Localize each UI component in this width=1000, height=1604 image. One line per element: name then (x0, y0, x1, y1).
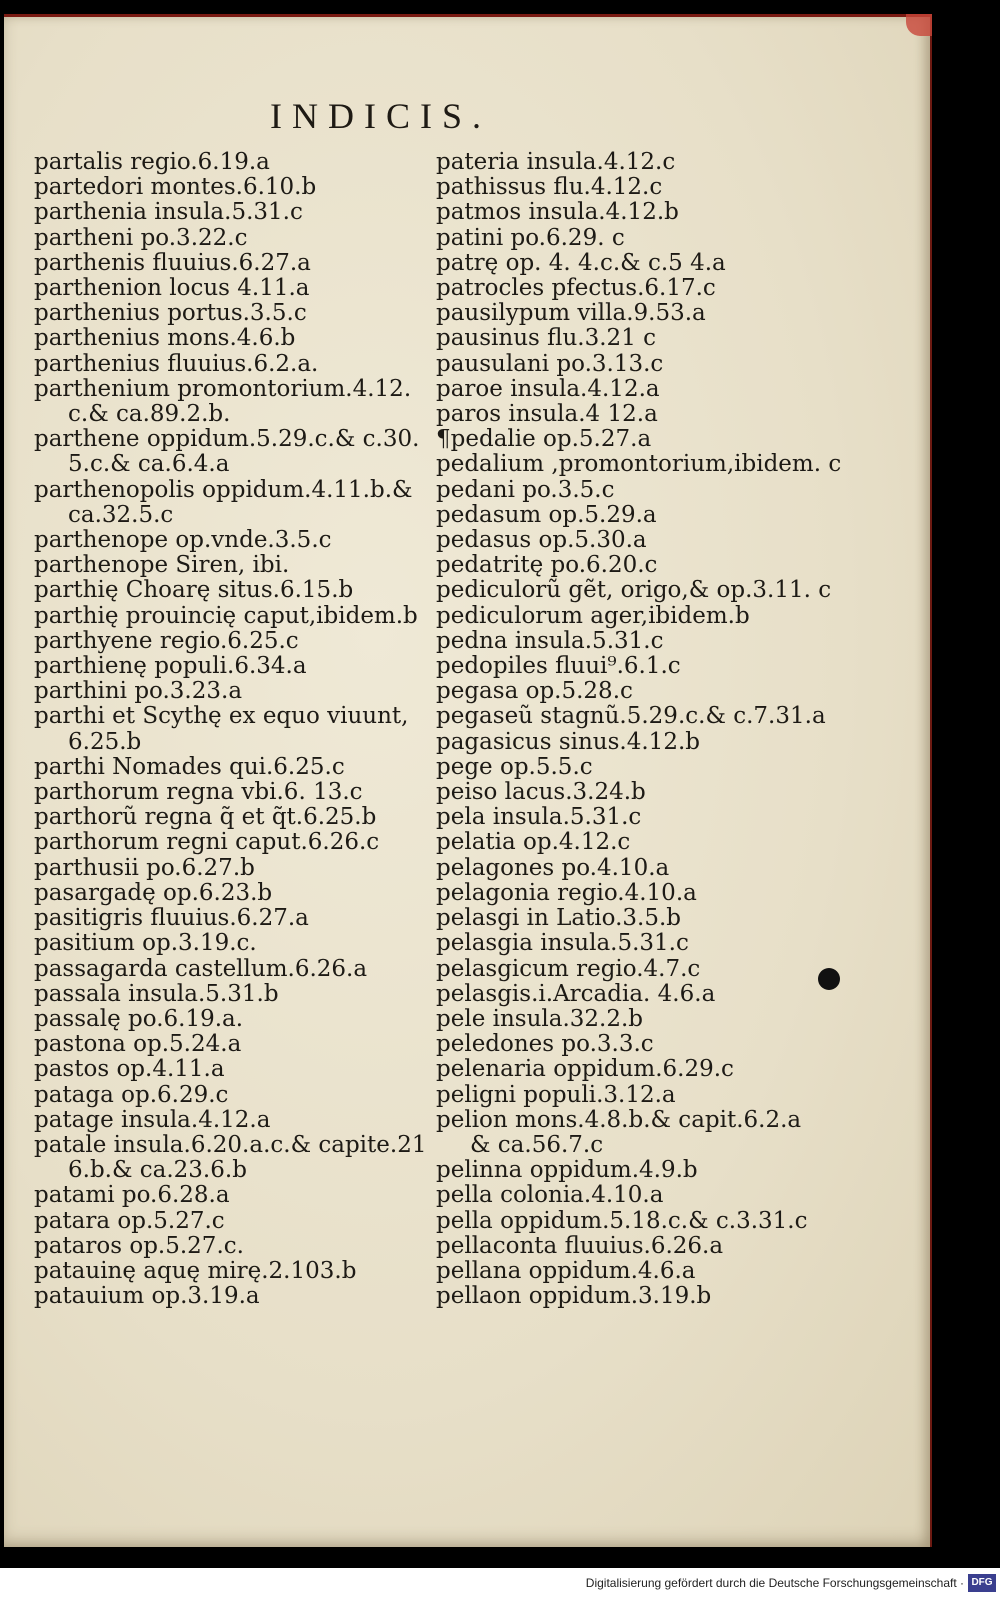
index-entry: pelasgi in Latio.3.5.b (436, 905, 682, 932)
index-entry: patrocles pfectus.6.17.c (436, 275, 716, 302)
index-entry: pedna insula.5.31.c (436, 627, 664, 654)
index-entry: parthorũ regna q̃ et q̃t.6.25.b (34, 804, 377, 831)
index-entry: patauium op.3.19.a (34, 1283, 260, 1310)
index-entry: pelasgicum regio.4.7.c (436, 955, 701, 982)
index-entry: paros insula.4 12.a (436, 401, 658, 428)
index-entry: pediculorũ gẽt, origo,& op.3.11. c (436, 577, 832, 604)
index-entry: pelenaria oppidum.6.29.c (436, 1056, 734, 1083)
index-entry: pellaconta fluuius.6.26.a (436, 1232, 724, 1259)
index-entry: pedasus op.5.30.a (436, 527, 647, 554)
index-entry: pausulani po.3.13.c (436, 350, 664, 377)
index-entry: pagasicus sinus.4.12.b (436, 728, 700, 755)
index-entry: passagarda castellum.6.26.a (34, 955, 368, 982)
index-entry: parthię prouincię caput,ibidem.b (34, 602, 418, 629)
index-entry: partheni po.3.22.c (34, 224, 248, 251)
index-entry: pegasa op.5.28.c (436, 678, 633, 705)
index-entry: pele insula.32.2.b (436, 1005, 644, 1032)
index-entry: pausinus flu.3.21 c (436, 325, 657, 352)
index-entry: passala insula.5.31.b (34, 980, 279, 1007)
index-entry: pelagonia regio.4.10.a (436, 879, 697, 906)
index-entry: pataga op.6.29.c (34, 1081, 229, 1108)
footer-credit: Digitalisierung gefördert durch die Deutsche Forschungsgemeinschaft · (585, 1576, 964, 1590)
index-entry: patami po.6.28.a (34, 1182, 230, 1209)
index-entry: patale insula.6.20.a.c.& capite.21 (34, 1131, 427, 1158)
index-entry: pelinna oppidum.4.9.b (436, 1157, 698, 1184)
index-entry: ¶pedalie op.5.27.a (436, 426, 652, 453)
index-entry: partedori montes.6.10.b (34, 174, 317, 201)
page-corner-mark (906, 14, 932, 36)
index-entry: patage insula.4.12.a (34, 1106, 271, 1133)
index-entry: parthorum regna vbi.6. 13.c (34, 779, 363, 806)
index-entry: pella oppidum.5.18.c.& c.3.31.c (436, 1207, 808, 1234)
index-entry: patrę op. 4. 4.c.& c.5 4.a (436, 249, 726, 276)
index-entry-continuation: 5.c.& ca.6.4.a (68, 451, 230, 478)
index-entry: pela insula.5.31.c (436, 804, 642, 831)
index-entry: parthenis fluuius.6.27.a (34, 249, 311, 276)
digitization-footer (0, 1568, 1000, 1604)
index-entry: parthi Nomades qui.6.25.c (34, 753, 345, 780)
index-entry: parthenius mons.4.6.b (34, 325, 296, 352)
index-entry: passalę po.6.19.a. (34, 1005, 244, 1032)
index-entry: pastona op.5.24.a (34, 1031, 242, 1058)
index-entry: parthenope Siren, ibi. (34, 552, 290, 579)
index-entry-continuation: c.& ca.89.2.b. (68, 401, 231, 428)
index-entry: peligni populi.3.12.a (436, 1081, 676, 1108)
index-entry: parthene oppidum.5.29.c.& c.30. (34, 426, 420, 453)
index-entry: pasargadę op.6.23.b (34, 879, 273, 906)
index-entry-continuation: & ca.56.7.c (470, 1131, 604, 1158)
index-column-left (34, 150, 454, 1309)
index-entry: parthenopolis oppidum.4.11.b.& (34, 476, 413, 503)
ink-blot (818, 968, 840, 990)
index-entry: pelagones po.4.10.a (436, 854, 670, 881)
index-entry: pateria insula.4.12.c (436, 149, 676, 175)
index-entry: pelasgis.i.Arcadia. 4.6.a (436, 980, 716, 1007)
index-entry: pathissus flu.4.12.c (436, 174, 663, 201)
index-entry: parthenion locus 4.11.a (34, 275, 310, 302)
index-entry: pedani po.3.5.c (436, 476, 615, 503)
index-entry: partalis regio.6.19.a (34, 149, 270, 175)
index-entry: pataros op.5.27.c. (34, 1232, 244, 1259)
index-entry: pediculorum ager,ibidem.b (436, 602, 750, 629)
index-entry: pella colonia.4.10.a (436, 1182, 664, 1209)
index-entry: pasitium op.3.19.c. (34, 930, 257, 957)
index-entry: parthię Choarę situs.6.15.b (34, 577, 354, 604)
index-entry: peledones po.3.3.c (436, 1031, 654, 1058)
index-entry: parthienę populi.6.34.a (34, 653, 307, 680)
index-entry: paroe insula.4.12.a (436, 375, 660, 402)
index-entry: parthini po.3.23.a (34, 678, 243, 705)
index-entry: parthenope op.vnde.3.5.c (34, 527, 332, 554)
index-entry: parthenium promontorium.4.12. (34, 375, 412, 402)
index-entry: patara op.5.27.c (34, 1207, 225, 1234)
index-entry: pelatia op.4.12.c (436, 829, 631, 856)
dfg-logo: DFG (968, 1574, 996, 1592)
index-entry: pedopiles fluui⁹.6.1.c (436, 653, 681, 680)
index-entry-continuation: ca.32.5.c (68, 501, 174, 528)
index-entry: pegaseũ stagnũ.5.29.c.& c.7.31.a (436, 703, 826, 730)
index-entry: pedasum op.5.29.a (436, 501, 657, 528)
index-entry: pelasgia insula.5.31.c (436, 930, 689, 957)
index-entry: parthenius portus.3.5.c (34, 300, 307, 327)
index-entry: pelion mons.4.8.b.& capit.6.2.a (436, 1106, 802, 1133)
index-entry: parthenia insula.5.31.c (34, 199, 303, 226)
index-entry: pellana oppidum.4.6.a (436, 1257, 696, 1284)
index-entry: pausilypum villa.9.53.a (436, 300, 706, 327)
index-entry: pedalium ,promontorium,ibidem. c (436, 451, 842, 478)
index-entry-continuation: 6.b.& ca.23.6.b (68, 1157, 247, 1184)
index-entry: pasitigris fluuius.6.27.a (34, 905, 309, 932)
index-entry: pege op.5.5.c (436, 753, 593, 780)
index-entry: parthyene regio.6.25.c (34, 627, 299, 654)
index-entry: pellaon oppidum.3.19.b (436, 1283, 712, 1310)
index-entry: parthi et Scythę ex equo viuunt, (34, 703, 409, 730)
index-entry-continuation: 6.25.b (68, 728, 142, 755)
index-entry: parthenius fluuius.6.2.a. (34, 350, 319, 377)
page-header: INDICIS. (270, 96, 491, 136)
index-column-right (436, 150, 856, 1309)
index-entry: peiso lacus.3.24.b (436, 779, 646, 806)
index-entry: parthusii po.6.27.b (34, 854, 255, 881)
index-entry: parthorum regni caput.6.26.c (34, 829, 380, 856)
index-entry: patauinę aquę mirę.2.103.b (34, 1257, 357, 1284)
index-entry: patini po.6.29. c (436, 224, 625, 251)
index-entry: patmos insula.4.12.b (436, 199, 679, 226)
index-entry: pedatritę po.6.20.c (436, 552, 658, 579)
index-entry: pastos op.4.11.a (34, 1056, 225, 1083)
